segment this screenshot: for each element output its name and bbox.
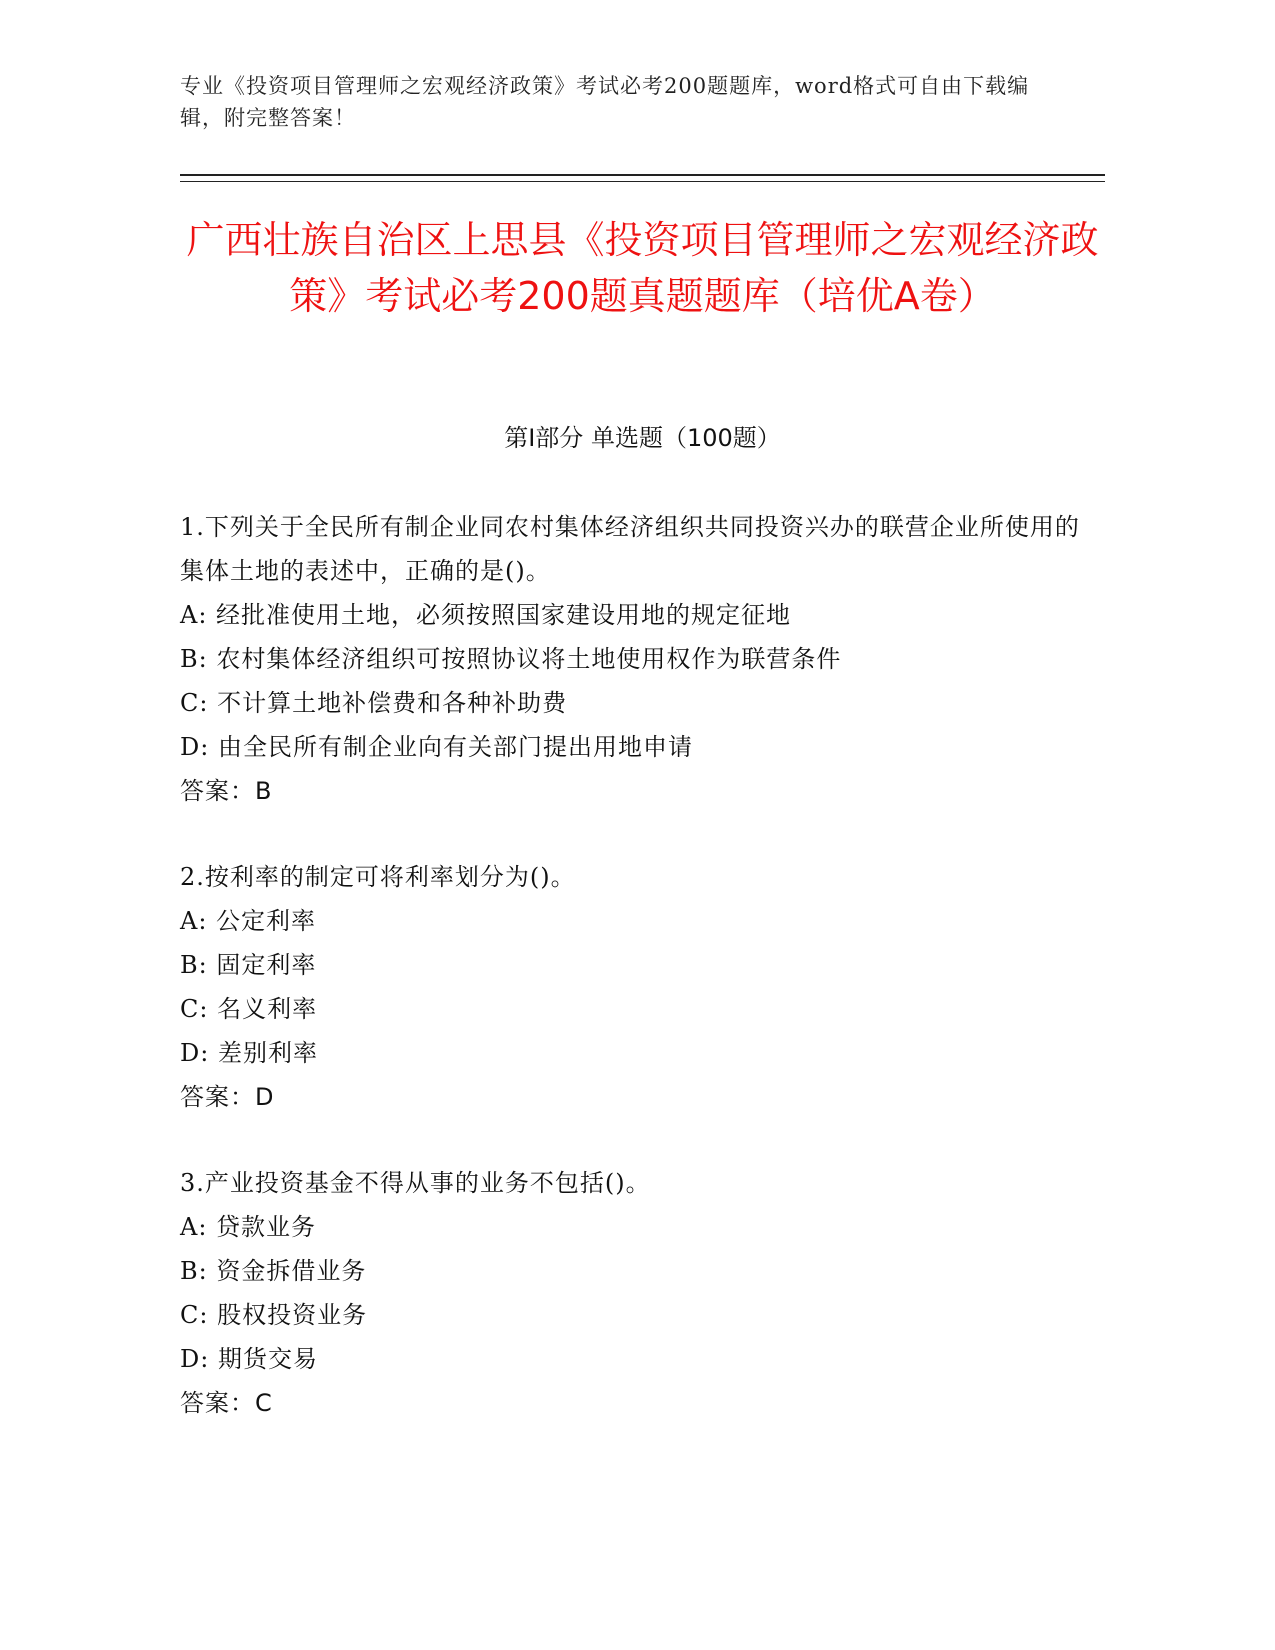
question-3 — [180, 1161, 1080, 1425]
option-c: C: 不计算土地补偿费和各种补助费 — [180, 689, 568, 717]
option-a: A: 经批准使用土地，必须按照国家建设用地的规定征地 — [180, 601, 792, 629]
question-stem: 1.下列关于全民所有制企业同农村集体经济组织共同投资兴办的联营企业所使用的集体土地的表述中，正确的是()。 — [180, 513, 1080, 585]
option-d: D: 由全民所有制企业向有关部门提出用地申请 — [180, 733, 693, 761]
question-1 — [180, 505, 1080, 813]
option-c: C: 名义利率 — [180, 995, 318, 1023]
option-a: A: 公定利率 — [180, 907, 317, 935]
header-divider-thick — [180, 174, 1105, 176]
header-note: 专业《投资项目管理师之宏观经济政策》考试必考200题题库，word格式可自由下载编辑，附完整答案！ — [180, 74, 1030, 130]
section-title: 第I部分 单选题（100题） — [504, 424, 781, 452]
option-b: B: 资金拆借业务 — [180, 1257, 367, 1285]
option-c: C: 股权投资业务 — [180, 1301, 368, 1329]
question-list — [180, 505, 1080, 1467]
answer: 答案：D — [180, 1083, 275, 1111]
question-2 — [180, 855, 1080, 1119]
question-stem: 3.产业投资基金不得从事的业务不包括()。 — [180, 1169, 651, 1197]
option-b: B: 固定利率 — [180, 951, 317, 979]
option-d: D: 差别利率 — [180, 1039, 318, 1067]
option-d: D: 期货交易 — [180, 1345, 318, 1373]
document-title: 广西壮族自治区上思县《投资项目管理师之宏观经济政策》考试必考200题真题题库（培优A卷） — [186, 218, 1099, 318]
question-stem: 2.按利率的制定可将利率划分为()。 — [180, 863, 576, 891]
option-b: B: 农村集体经济组织可按照协议将土地使用权作为联营条件 — [180, 645, 842, 673]
answer: 答案：B — [180, 777, 273, 805]
answer: 答案：C — [180, 1389, 273, 1417]
header-divider-thin — [180, 181, 1105, 182]
option-a: A: 贷款业务 — [180, 1213, 317, 1241]
